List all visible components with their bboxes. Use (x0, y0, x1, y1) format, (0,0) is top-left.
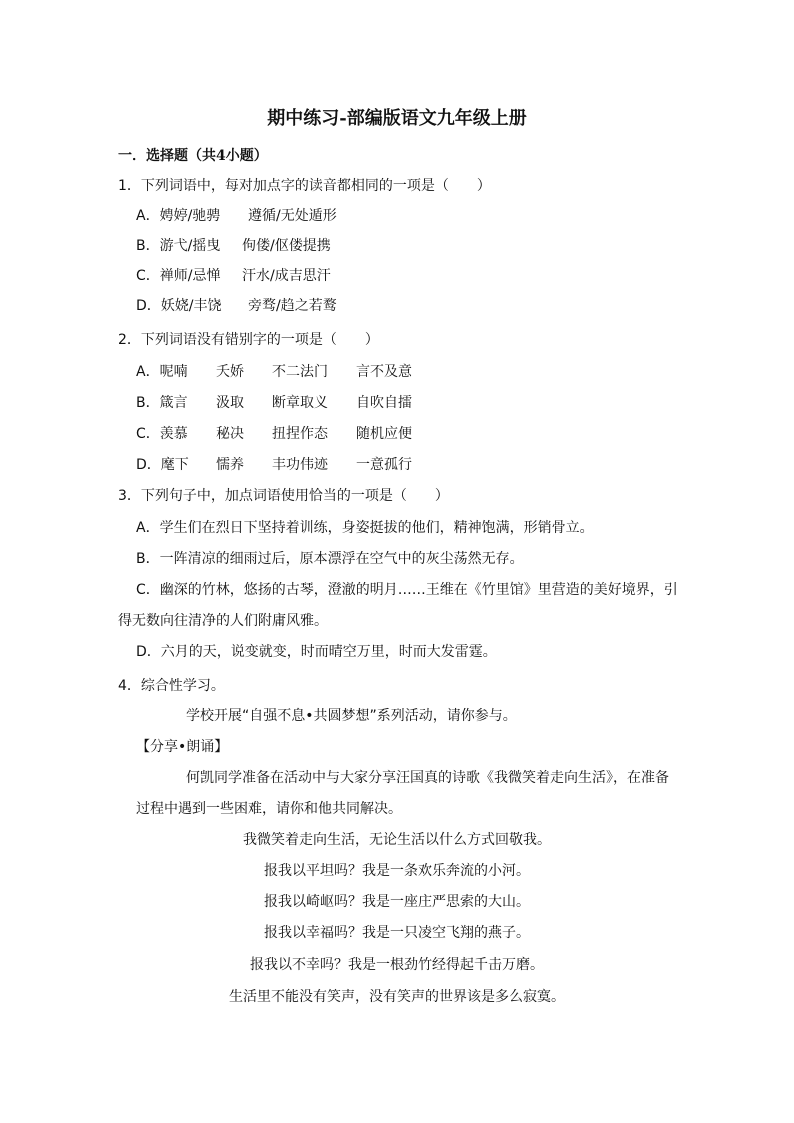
question-2-option-d (136, 455, 412, 475)
share-paragraph-continued: 过程中遇到一些困难，请你和他共同解决。 (136, 801, 402, 817)
question-3-option-b: B．一阵清凉的细雨过后，原本漂浮在空气中的灰尘荡然无存。 (136, 551, 524, 567)
option-text: B．游弋/摇曳 (136, 238, 221, 254)
poem-line: 我微笑着走向生活，无论生活以什么方式回敬我。 (243, 832, 551, 848)
option-word: 丰功伟迹 (272, 457, 328, 473)
option-text: D．麾下 (136, 457, 189, 473)
option-text: C．羡慕 (136, 426, 188, 442)
option-word: 自吹自擂 (356, 395, 412, 411)
question-3-option-a: A．学生们在烈日下坚持着训练，身姿挺拔的他们，精神饱满，形销骨立。 (136, 520, 594, 536)
poem-line: 生活里不能没有笑声，没有笑声的世界该是多么寂寞。 (229, 989, 565, 1005)
option-word: 言不及意 (356, 364, 412, 380)
question-2-option-a (136, 362, 412, 382)
option-text: 佝偻/伛偻提携 (242, 238, 331, 254)
option-text: C．禅师/忌惮 (136, 268, 221, 284)
page-title: 期中练习-部编版语文九年级上册 (267, 108, 527, 129)
poem-line: 报我以平坦吗？我是一条欢乐奔流的小河。 (264, 863, 530, 879)
question-1-option-b (136, 236, 331, 256)
question-1-option-c (136, 266, 331, 286)
question-1-option-d (136, 296, 337, 316)
option-text: 遵循/无处遁形 (248, 208, 337, 224)
question-3-option-c-continued: 得无数向往清净的人们附庸风雅。 (118, 613, 328, 629)
share-heading: 【分享•朗诵】 (136, 739, 229, 755)
question-1-stem: 1．下列词语中，每对加点字的读音都相同的一项是（ ） (118, 178, 491, 194)
option-text: 旁骛/趋之若鹜 (248, 298, 337, 314)
option-text: 汗水/成吉思汗 (242, 268, 331, 284)
option-text: B．箴言 (136, 395, 188, 411)
question-2-stem: 2．下列词语没有错别字的一项是（ ） (118, 332, 379, 348)
question-2-option-c (136, 424, 412, 444)
question-3-option-d: D．六月的天，说变就变，时而晴空万里，时而大发雷霆。 (136, 644, 497, 660)
question-3-option-c: C．幽深的竹林，悠扬的古琴，澄澈的明月……王维在《竹里馆》里营造的美好境界，引 (136, 582, 678, 598)
question-4-stem: 4．综合性学习。 (118, 678, 225, 694)
option-word: 汲取 (216, 395, 244, 411)
poem-line: 报我以幸福吗？我是一只凌空飞翔的燕子。 (264, 925, 530, 941)
option-word: 懦养 (216, 457, 244, 473)
option-text: A．呢喃 (136, 364, 188, 380)
option-word: 扭捏作态 (272, 426, 328, 442)
question-2-option-b (136, 393, 412, 413)
share-paragraph: 何凯同学准备在活动中与大家分享汪国真的诗歌《我微笑着走向生活》，在准备 (186, 770, 669, 786)
option-word: 秘决 (216, 426, 244, 442)
section-heading: 一．选择题（共4小题） (118, 148, 268, 164)
question-1-option-a (136, 206, 337, 226)
poem-line: 报我以不幸吗？我是一根劲竹经得起千击万磨。 (250, 957, 544, 973)
option-word: 不二法门 (272, 364, 328, 380)
poem-line: 报我以崎岖吗？我是一座庄严思索的大山。 (264, 894, 530, 910)
option-word: 一意孤行 (356, 457, 412, 473)
question-3-stem: 3．下列句子中，加点词语使用恰当的一项是（ ） (118, 488, 449, 504)
option-text: A．娉婷/驰骋 (136, 208, 221, 224)
option-word: 断章取义 (272, 395, 328, 411)
option-word: 夭娇 (216, 364, 244, 380)
option-text: D．妖娆/丰饶 (136, 298, 222, 314)
activity-intro: 学校开展“自强不息•共圆梦想”系列活动，请你参与。 (186, 708, 517, 724)
option-word: 随机应便 (356, 426, 412, 442)
